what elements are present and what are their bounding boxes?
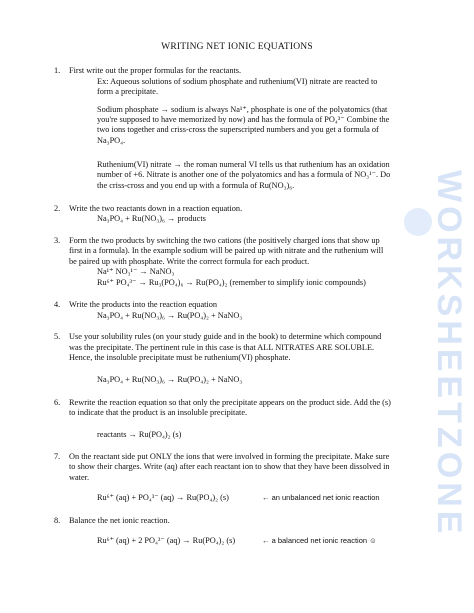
step-text: you're supposed to have memorized by now) and has the formula of PO₄³⁻ Combine the xyxy=(97,115,390,124)
step-text: to indicate that the product is an insoluble precipitate. xyxy=(69,408,248,417)
step-text: Write the two reactants down in a reaction equation. xyxy=(69,204,243,213)
step-text: Sodium phosphate → sodium is always Na¹⁺, phosphate is one of the polyatomics (that xyxy=(97,105,388,114)
step-text: Rewrite the reaction equation so that only the precipitate appears on the product side. Add the (s) xyxy=(69,398,391,407)
step-number: 8. xyxy=(54,516,61,525)
step-text: first in a formula). In the example sodium will be paired up with nitrate and the ruthenium will xyxy=(69,246,384,255)
step-number: 6. xyxy=(54,398,61,407)
equation: Ru⁶⁺ (aq) + PO₄³⁻ (aq) → Ru(PO₄)₂ (s) xyxy=(97,493,229,502)
step-text: Use your solubility rules (on your study guide and in the book) to determine which compound xyxy=(69,332,382,341)
equation: Na₃PO₄ + Ru(NO₃)₆ → products xyxy=(97,214,206,223)
step-text: Write the products into the reaction equation xyxy=(69,300,218,309)
step-text: to show their charges. Write (aq) after each reactant ion to show that they have been dissolved in xyxy=(69,462,390,471)
step-number: 4. xyxy=(54,300,61,309)
step-number: 7. xyxy=(54,452,61,461)
equation-note: ← an unbalanced net ionic reaction xyxy=(262,493,380,502)
step-text: Form the two products by switching the two cations (the positively charged ions that show up xyxy=(69,236,380,245)
step-number: 5. xyxy=(54,332,61,341)
step-text: water. xyxy=(69,473,90,482)
step-text: be paired up with phosphate. Write the correct formula for each product. xyxy=(69,257,310,266)
equation: Na₃PO₄ + Ru(NO₃)₆ → Ru(PO₄)₂ + NaNO₃ xyxy=(97,311,243,320)
step-text: two ions together and criss-cross the superscripted numbers and you get a formula of xyxy=(97,125,379,134)
step-number: 2. xyxy=(54,204,61,213)
equation: Ru⁶⁺ (aq) + 2 PO₄³⁻ (aq) → Ru(PO₄)₂ (s) xyxy=(97,536,236,545)
page-title: WRITING NET IONIC EQUATIONS xyxy=(161,42,313,52)
watermark-text: WORKSHEETZONE xyxy=(430,170,468,538)
equation: reactants → Ru(PO₄)₂ (s) xyxy=(97,430,182,439)
step-number: 3. xyxy=(54,236,61,245)
step-text: form a precipitate. xyxy=(97,87,159,96)
equation-note: ← a balanced net ionic reaction ☺ xyxy=(262,536,377,545)
step-text: Ruthenium(VI) nitrate → the roman numeral VI tells us that ruthenium has an oxidation xyxy=(97,160,390,169)
step-text: number of +6. Nitrate is another one of the polyatomics and has a formula of NO₃¹⁻. Do xyxy=(97,170,391,179)
step-text: the criss-cross and you end up with a formula of Ru(NO₃)₆. xyxy=(97,181,295,190)
step-text: On the reactant side put ONLY the ions that were involved in forming the precipitate. Make sure xyxy=(69,452,390,461)
step-text: Balance the net ionic reaction. xyxy=(69,516,170,525)
equation: Ru⁶⁺ PO₄³⁻ → Ru₃(PO₄)₆ → Ru(PO₄)₂ (remember to simplify ionic compounds) xyxy=(97,278,366,287)
step-text: Hence, the insoluble precipitate must be ruthenium(VI) phosphate. xyxy=(69,353,291,362)
step-text: First write out the proper formulas for the reactants. xyxy=(69,66,242,75)
step-text: Ex: Aqueous solutions of sodium phosphate and ruthenium(VI) nitrate are reacted to xyxy=(97,77,378,86)
equation: Na₃PO₄ + Ru(NO₃)₆ → Ru(PO₄)₂ + NaNO₃ xyxy=(97,375,243,384)
equation: Na¹⁺ NO₃¹⁻ → NaNO₃ xyxy=(97,267,175,276)
step-text: Na₃PO₄. xyxy=(97,136,126,145)
step-text: was the precipitate. The pertinent rule in this case is that ALL NITRATES ARE SOLUBLE. xyxy=(69,343,375,352)
step-number: 1. xyxy=(54,66,61,75)
